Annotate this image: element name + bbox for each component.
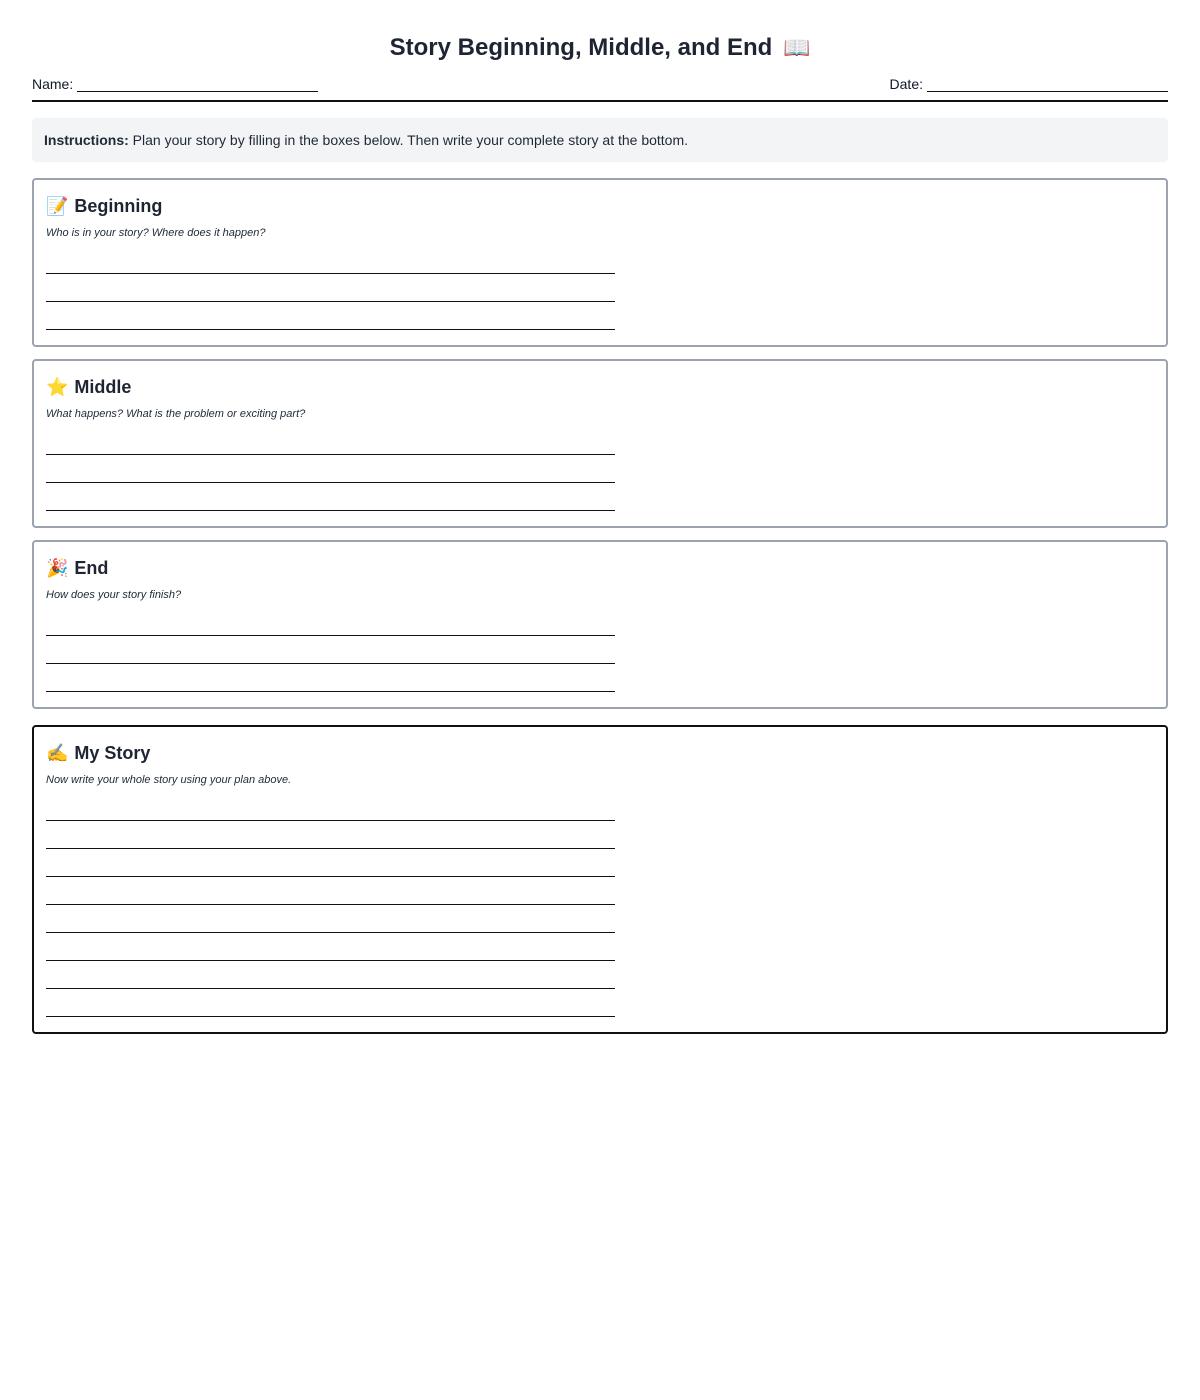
writing-lines: [46, 247, 1154, 330]
writing-lines: [46, 794, 1154, 1017]
section-heading-text: Middle: [74, 376, 132, 397]
writing-line[interactable]: [46, 906, 615, 933]
date-label: Date:: [889, 76, 923, 92]
section-heading-text: My Story: [74, 742, 151, 763]
section-heading: [46, 375, 1154, 399]
name-label: Name:: [32, 76, 74, 92]
writing-line[interactable]: [46, 990, 615, 1017]
writing-line[interactable]: [46, 822, 615, 849]
section-prompt: How does your story finish?: [46, 589, 182, 601]
section-heading: [46, 556, 1154, 580]
header-row: [32, 76, 1168, 102]
writing-line[interactable]: [46, 609, 615, 636]
writing-line[interactable]: [46, 934, 615, 961]
open-book-icon: 📖: [782, 35, 811, 60]
writing-line[interactable]: [46, 428, 615, 455]
writing-line[interactable]: [46, 247, 615, 274]
name-field: [32, 76, 318, 92]
section-prompt: Now write your whole story using your plan above.: [46, 774, 292, 786]
party-popper-icon: 🎉: [46, 557, 69, 578]
memo-icon: 📝: [46, 195, 69, 216]
instructions-box: [32, 118, 1168, 162]
section-beginning: [32, 178, 1168, 347]
section-end: [32, 540, 1168, 709]
section-middle: [32, 359, 1168, 528]
writing-line[interactable]: [46, 303, 615, 330]
title-text: Story Beginning, Middle, and End: [389, 34, 773, 61]
writing-hand-icon: ✍️: [46, 742, 69, 763]
worksheet: [32, 0, 1168, 1034]
writing-line[interactable]: [46, 484, 615, 511]
writing-line[interactable]: [46, 665, 615, 692]
star-icon: ⭐: [46, 376, 69, 397]
section-heading-text: Beginning: [74, 195, 163, 216]
writing-lines: [46, 609, 1154, 692]
name-blank[interactable]: [77, 77, 318, 92]
writing-line[interactable]: [46, 637, 615, 664]
writing-line[interactable]: [46, 456, 615, 483]
writing-lines: [46, 428, 1154, 511]
section-prompt: What happens? What is the problem or exciting part?: [46, 408, 306, 420]
writing-line[interactable]: [46, 850, 615, 877]
instructions-text: Plan your story by filling in the boxes below. Then write your complete story at the bottom.: [132, 132, 689, 148]
section-prompt: Who is in your story? Where does it happen?: [46, 227, 266, 239]
section-heading-text: End: [74, 557, 109, 578]
writing-line[interactable]: [46, 794, 615, 821]
writing-line[interactable]: [46, 275, 615, 302]
page-title: [32, 32, 1168, 64]
section-heading: [46, 194, 1154, 218]
writing-line[interactable]: [46, 878, 615, 905]
instructions-label: Instructions:: [44, 132, 129, 148]
date-field: [890, 76, 1168, 92]
section-my-story: [32, 725, 1168, 1034]
writing-line[interactable]: [46, 962, 615, 989]
section-heading: [46, 741, 1154, 765]
date-blank[interactable]: [927, 77, 1168, 92]
